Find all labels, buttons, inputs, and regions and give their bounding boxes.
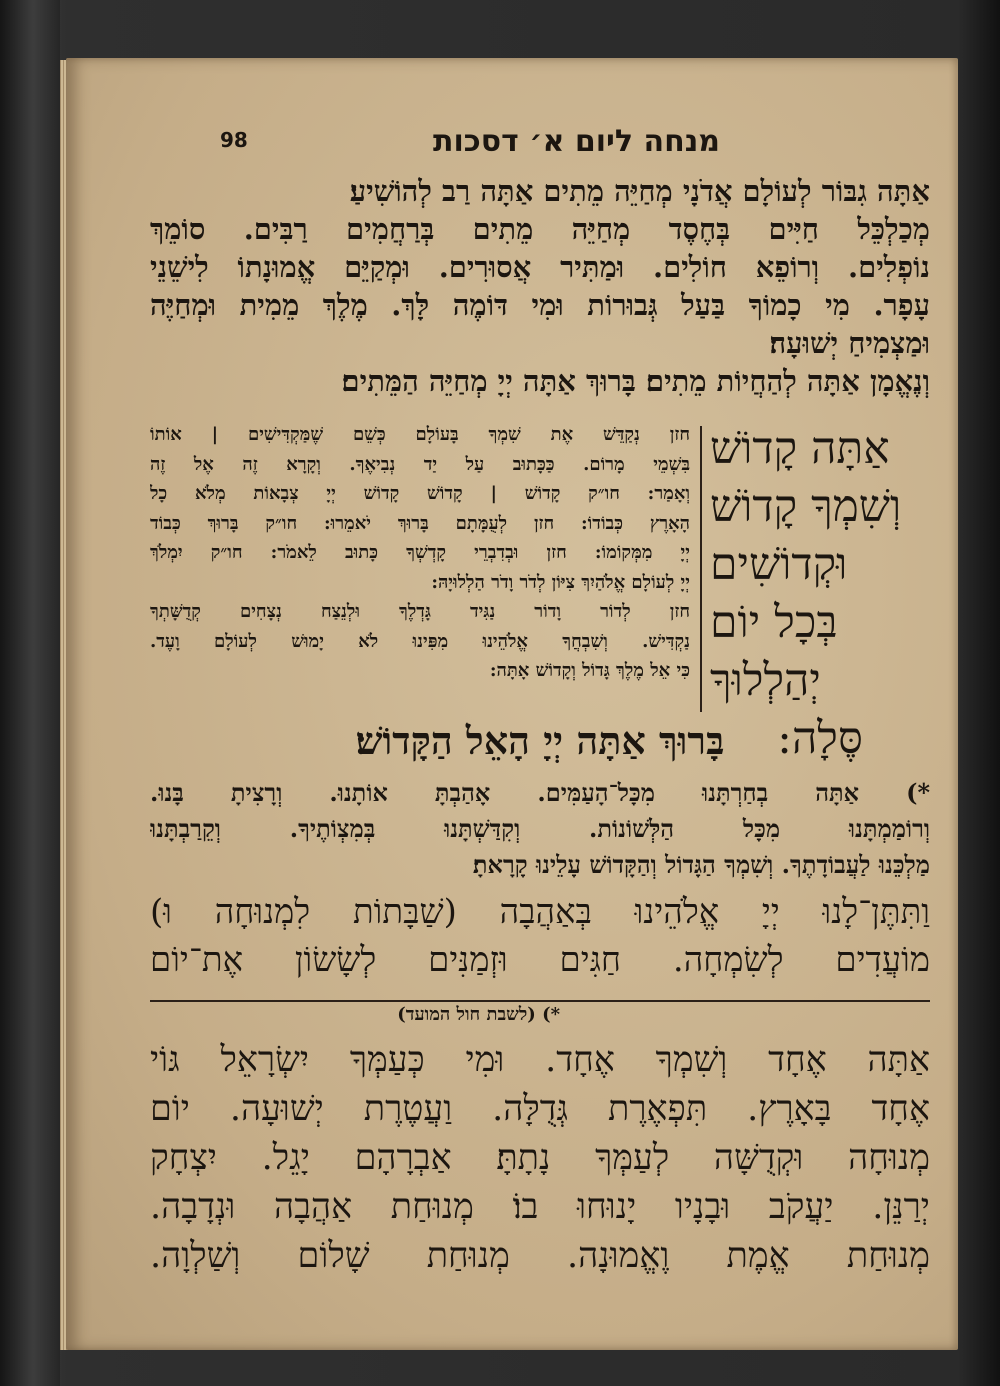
footnote-paragraph [150,1036,930,1281]
text-line: בְּכָל יוֹם [710,597,838,648]
page-header [150,124,930,164]
text-line: יְרַנֵּן. יַעֲקֹב וּבָנָיו יָנוּחוּ בוֹ׃ מְנוּחַת אַהֲבָה וּנְדָבָה. [150,1187,930,1227]
ata-kadosh-column [710,420,930,768]
text-line: אַתָּה אֶחָד וְשִׁמְךָ אֶחָד. וּמִי כְּעַמְּךָ יִשְׂרָאֵל גּוֹי [150,1040,930,1080]
text-line: חזן נְקַדֵּשׁ אֶת שִׁמְךָ בָּעוֹלָם כְּשֵׁם שֶׁמַּקְדִּישִׁים | אוֹתוֹ [150,424,690,445]
text-line: מְכַלְכֵּל חַיִּים בְּחֶסֶד מְחַיֵּה מֵתִים בְּרַחֲמִים רַבִּים. סוֹמֵךְ [150,212,930,246]
text-line: מוֹעֲדִים לְשִׂמְחָה. חַגִּים וּזְמַנִּים לְשָׂשׂוֹן אֶת־יוֹם [150,940,930,980]
ata-bechartanu-paragraph [150,775,930,883]
text-line: סֶּלָה: [777,713,863,764]
text-line: מַלְכֵּנוּ לַעֲבוֹדָתֶךָ. וְשִׁמְךָ הַגָּדוֹל וְהַקָּדוֹשׁ עָלֵינוּ קָרָאתָ׃ [472,850,930,879]
text-line: וּמַצְמִיחַ יְשׁוּעָה׃ [769,326,930,360]
text-line: יְיָ מִמְּקוֹמוֹ: חזן וּבְדִבְרֵי קָדְשְׁךָ כָּתוּב לֵאמֹר: חו״ק יִמְלֹךְ [150,542,690,563]
text-line: אַתָּה גִבּוֹר לְעוֹלָם אֲדֹנָי מְחַיֵּה מֵתִים אַתָּה רַב לְהוֹשִׁיעַ׃ [349,174,930,208]
text-line: יְיָ לְעוֹלָם אֱלֹהַיִךְ צִיּוֹן לְדֹר וָדֹר הַלְלוּיָהּ: [431,571,690,593]
text-line: כִּי אֵל מֶלֶךְ גָּדוֹל וְקָדוֹשׁ אָתָּה: [489,660,690,681]
text-line: אֶחָד בָּאָרֶץ. תִּפְאֶרֶת גְּדֻלָּה. וַעֲטֶרֶת יְשׁוּעָה. יוֹם [150,1089,930,1129]
baruch-hael-hakadosh: בָּרוּךְ אַתָּה יְיָ הָאֵל הַקָּדוֹשׁ׃ [355,718,725,763]
text-line: וַתִּתֶּן־לָנוּ יְיָ אֱלֹהֵינוּ בְּאַהֲבָה (שַׁבָּתוֹת לִמְנוּחָה וּ) [150,892,930,932]
page-title: מנחה ליום א׳ דסכות [433,124,720,159]
text-line: וְרוֹמַמְתָּנוּ מִכָּל הַלְּשׁוֹנוֹת. וְקִדַּשְׁתָּנוּ בְּמִצְוֹתֶיךָ. וְקֵרַבְתָּנוּ [150,814,930,843]
right-cover [958,0,1000,1386]
text-line: חזן לְדוֹר וָדוֹר נַגִּיד גָּדְלֶךָ וּלְנֵצַח נְצָחִים קְדֻשָּׁתְךָ [150,601,690,622]
text-line: וְנֶאֱמָן אַתָּה לְהַחֲיוֹת מֵתִים׃ בָּרוּךְ אַתָּה יְיָ מְחַיֵּה הַמֵּתִים׃ [341,364,930,398]
footnote-divider [150,1000,930,1002]
text-line: וּקְדוֹשִׁים [710,539,848,590]
text-line: עָפָר. מִי כָמוֹךָ בַּעַל גְּבוּרוֹת וּמִי דּוֹמֶה לָּךְ. מֶלֶךְ מֵמִית וּמְחַיֶּה [150,288,930,322]
intro-paragraph [150,172,930,400]
text-line: מְנוּחָה וּקְדֻשָּׁה לְעַמְּךָ נָתָתָּ׃ אַבְרָהָם יָגֵל. יִצְחָק [150,1138,930,1178]
book-spine [0,0,60,1386]
text-line: *) אַתָּה בְחַרְתָּנוּ מִכָּל־הָעַמִּים. אָהַבְתָּ אוֹתָנוּ. וְרָצִיתָ בָּנוּ. [150,778,930,807]
text-line: בִּשְׁמֵי מָרוֹם. כַּכָּתוּב עַל יַד נְבִיאֶךָ. וְקָרָא זֶה אֶל זֶה [150,453,690,475]
text-line: מְנוּחַת אֱמֶת וֶאֱמוּנָה. מְנוּחַת שָׁלוֹם וְשַׁלְוָה. [150,1236,930,1276]
text-line: נוֹפְלִים. וְרוֹפֵא חוֹלִים. וּמַתִּיר אֲסוּרִים. וּמְקַיֵּם אֱמוּנָתוֹ לִישֵׁנֵי [150,250,930,284]
text-line: יְהַלְלוּךָ [710,655,821,706]
text-line: וְאָמַר: חו״ק קָדוֹשׁ | קָדוֹשׁ קָדוֹשׁ יְיָ צְבָאוֹת מְלֹא כָל [150,483,690,504]
page-number: 98 [220,128,248,152]
kedusha-column [150,420,690,686]
text-line: נַקְדִּישׁ. וְשִׁבְחֲךָ אֱלֹהֵינוּ מִפִּינוּ לֹא יָמוּשׁ לְעוֹלָם וָעֶד. [150,630,690,652]
vatiten-paragraph [150,888,930,984]
footnote-header: *) (לשבת חול המועד) [397,1004,560,1025]
column-divider [700,426,702,712]
text-line: וְשִׁמְךָ קָדוֹשׁ [710,481,902,532]
text-line: אַתָּה קָדוֹשׁ [710,423,890,474]
text-line: הָאָרֶץ כְּבוֹדוֹ: חזן לְעֻמָּתָם בָּרוּךְ יֹאמֵרוּ: חו״ק בָּרוּךְ כְּבוֹד [150,512,690,534]
